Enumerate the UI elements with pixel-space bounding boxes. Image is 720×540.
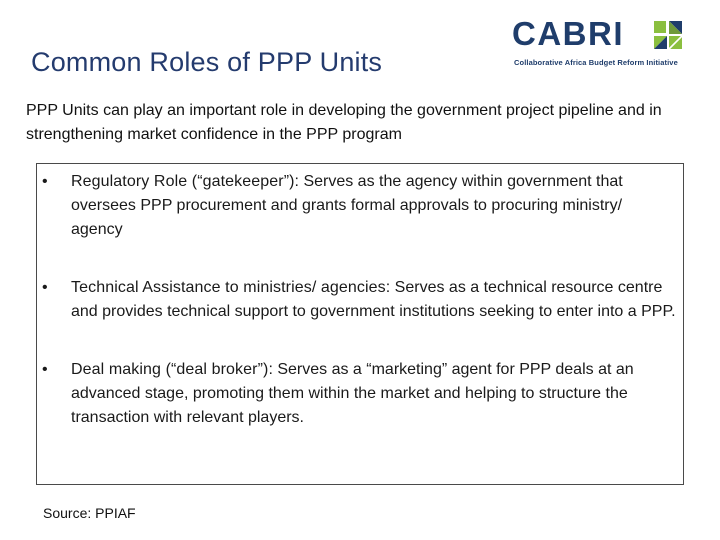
slide-title: Common Roles of PPP Units <box>31 47 383 77</box>
roles-box <box>36 163 684 485</box>
logo-wordmark: CABRI <box>512 15 624 52</box>
list-item-deal-making <box>37 358 677 430</box>
source-note: Source: PPIAF <box>43 505 136 521</box>
bullet-heading: Technical Assistance to ministries/ agencies <box>71 279 386 296</box>
bullet-glyph: • <box>42 361 48 378</box>
list-item-technical-assistance <box>37 276 677 324</box>
roles-list <box>37 170 677 464</box>
cabri-emblem-icon <box>653 20 683 50</box>
bullet-glyph: • <box>42 279 48 296</box>
logo-tagline: Collaborative Africa Budget Reform Initiative <box>514 58 678 67</box>
bullet-heading: Deal making (“deal broker”) <box>71 361 269 378</box>
bullet-glyph: • <box>42 173 48 190</box>
bullet-text: : Serves as a “marketing” agent for PPP deals at an advanced stage, promoting them within the market and helping to structure the transaction with relevant players. <box>71 361 634 426</box>
bullet-heading: Regulatory Role (“gatekeeper”) <box>71 173 295 190</box>
cabri-logo <box>512 16 688 72</box>
bullet-text: : Serves as the agency within government that oversees PPP procurement and grants formal approvals to procuring ministry/ agency <box>71 173 623 238</box>
list-item-regulatory-role <box>37 170 677 242</box>
intro-text: PPP Units can play an important role in developing the government project pipeline and in strengthening market confidence in the PPP program <box>26 102 662 143</box>
bullet-text: : Serves as a technical resource centre and provides technical support to government institutions seeking to enter into a PPP. <box>71 279 676 320</box>
